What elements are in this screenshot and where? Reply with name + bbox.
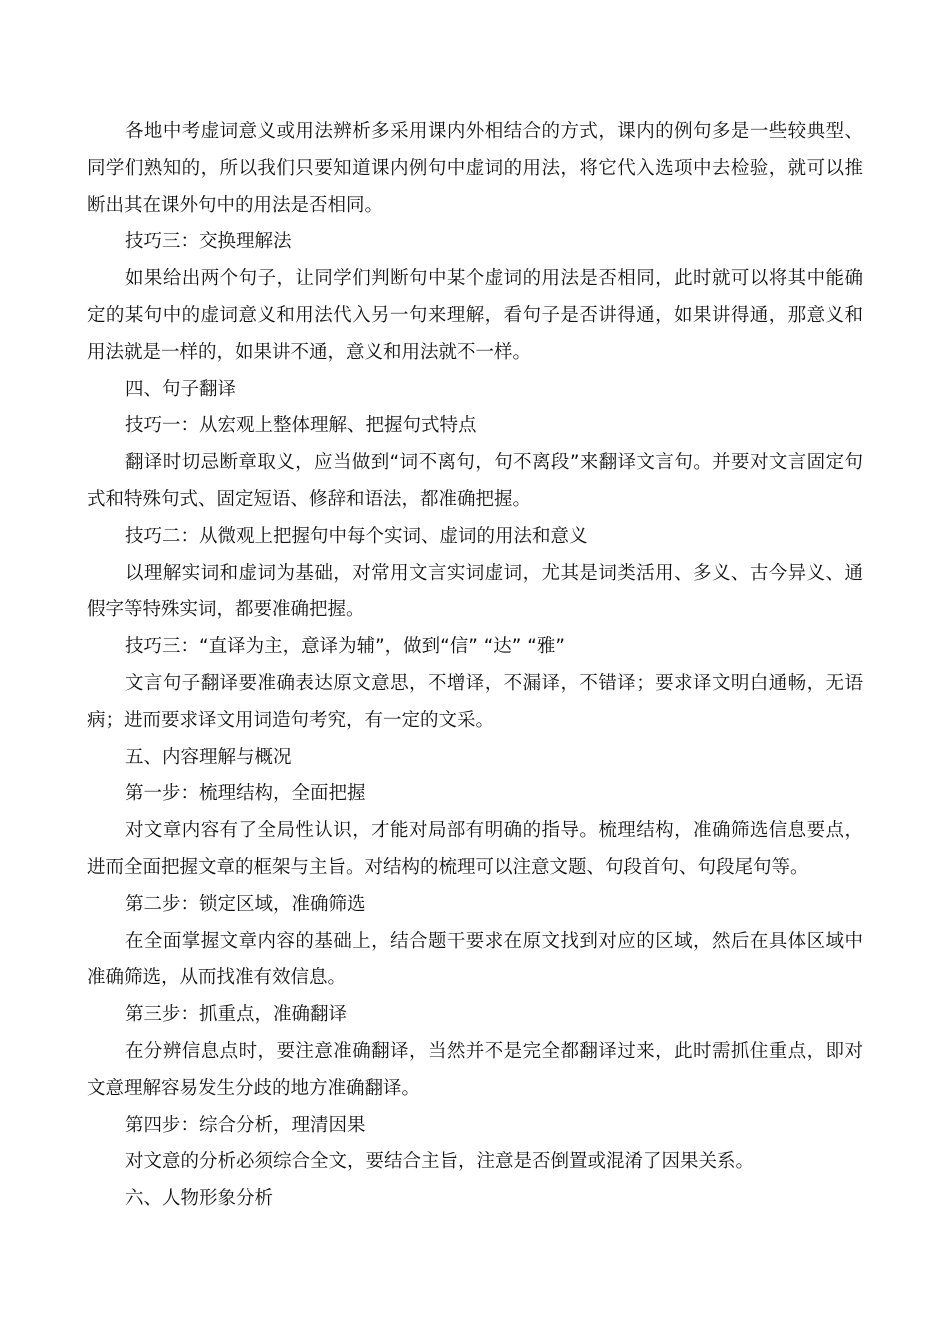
section-heading-content-understanding: 五、内容理解与概况 <box>125 746 292 768</box>
heading-technique-1-macro: 技巧一：从宏观上整体理解、把握句式特点 <box>125 415 477 437</box>
heading-technique-3-exchange: 技巧三：交换理解法 <box>125 231 292 253</box>
heading-step-2: 第二步：锁定区域，准确筛选 <box>125 893 366 915</box>
paragraph-exchange-method: 如果给出两个句子，让同学们判断句中某个虚词的用法是否相同，此时就可以将其中能确定的某句中的虚词意义和用法代入另一句来理解，看句子是否讲得通，如果讲得通，那意义和用法就是一样的，如果讲不通，意义和用法就不一样。 <box>87 268 863 363</box>
heading-step-1: 第一步：梳理结构，全面把握 <box>125 783 366 805</box>
section-heading-character-analysis: 六、人物形象分析 <box>125 1188 274 1210</box>
paragraph-step-1: 对文章内容有了全局性认识，才能对局部有明确的指导。梳理结构，准确筛选信息要点，进而全面把握文章的框架与主旨。对结构的梳理可以注意文题、句段首句、句段尾句等。 <box>87 820 863 878</box>
paragraph-step-3: 在分辨信息点时，要注意准确翻译，当然并不是完全都翻译过来，此时需抓住重点，即对文意理解容易发生分歧的地方准确翻译。 <box>87 1040 863 1099</box>
section-heading-sentence-translation: 四、句子翻译 <box>125 378 237 400</box>
paragraph-function-word-analysis: 各地中考虚词意义或用法辨析多采用课内外相结合的方式，课内的例句多是一些较典型、同学们熟知的，所以我们只要知道课内例句中虚词的用法，将它代入选项中去检验，就可以推断出其在课外句中的用法是否相同。 <box>87 121 863 216</box>
heading-technique-3-literal: 技巧三：“直译为主，意译为辅”，做到“信” “达” “雅” <box>125 636 565 658</box>
paragraph-macro-translation: 翻译时切忌断章取义，应当做到“词不离句，句不离段”来翻译文言句。并要对文言固定句式和特殊句式、固定短语、修辞和语法，都准确把握。 <box>87 452 863 510</box>
document-body <box>87 114 863 1218</box>
heading-step-4: 第四步：综合分析，理清因果 <box>125 1114 366 1136</box>
paragraph-step-2: 在全面掌握文章内容的基础上，结合题干要求在原文找到对应的区域，然后在具体区域中准确筛选，从而找准有效信息。 <box>87 930 863 989</box>
heading-step-3: 第三步：抓重点，准确翻译 <box>125 1004 348 1026</box>
paragraph-step-4: 对文意的分析必须综合全文，要结合主旨，注意是否倒置或混淆了因果关系。 <box>125 1151 755 1173</box>
paragraph-micro-translation: 以理解实词和虚词为基础，对常用文言实词虚词，尤其是词类活用、多义、古今异义、通假字等特殊实词，都要准确把握。 <box>87 562 863 621</box>
paragraph-translation-standards: 文言句子翻译要准确表达原文意思，不增译，不漏译，不错译；要求译文明白通畅，无语病；进而要求译文用词造句考究，有一定的文采。 <box>87 672 863 731</box>
heading-technique-2-micro: 技巧二：从微观上把握句中每个实词、虚词的用法和意义 <box>125 525 588 547</box>
